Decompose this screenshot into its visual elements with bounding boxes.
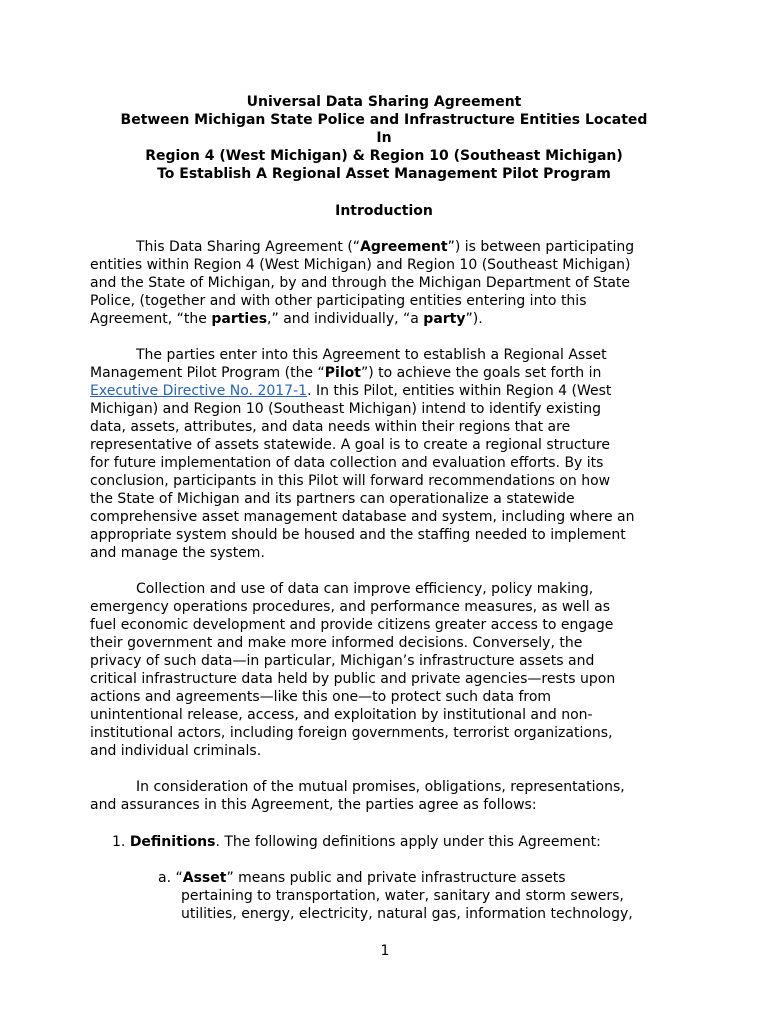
paragraph-line: utilities, energy, electricity, natural gas, information technology, xyxy=(181,906,633,922)
paragraph-line: conclusion, participants in this Pilot will forward recommendations on how xyxy=(90,473,611,489)
section-definitions xyxy=(112,833,601,851)
text-run: This Data Sharing Agreement (“ xyxy=(136,239,361,255)
text-run: Agreement, “the xyxy=(90,311,212,327)
paragraph-line xyxy=(90,364,690,382)
paragraph-line: privacy of such data—in particular, Michigan’s infrastructure assets and xyxy=(90,653,595,669)
paragraph-line: comprehensive asset management database and system, including where an xyxy=(90,509,635,525)
page-number: 1 xyxy=(380,943,390,959)
paragraph-data-privacy xyxy=(90,580,690,760)
paragraph-line xyxy=(158,869,633,887)
paragraph-line: and manage the system. xyxy=(90,545,265,561)
defined-term-agreement: Agreement xyxy=(360,239,448,255)
paragraph-line: institutional actors, including foreign governments, terrorist organizations, xyxy=(90,725,613,741)
paragraph-line: and the State of Michigan, by and through the Michigan Department of State xyxy=(90,275,631,291)
paragraph-line: Collection and use of data can improve efficiency, policy making, xyxy=(136,581,594,597)
paragraph-line: pertaining to transportation, water, sanitary and storm sewers, xyxy=(181,888,624,904)
paragraph-line: and assurances in this Agreement, the parties agree as follows: xyxy=(90,797,537,813)
paragraph-line: representative of assets statewide. A goal is to create a regional structure xyxy=(90,437,610,453)
defined-term-parties: parties xyxy=(211,311,268,327)
title-line-4: Region 4 (West Michigan) & Region 10 (Southeast Michigan) xyxy=(145,148,623,164)
text-run: ”). xyxy=(465,311,483,327)
paragraph-line xyxy=(90,382,690,400)
paragraph-line: emergency operations procedures, and performance measures, as well as xyxy=(90,599,611,615)
paragraph-line: Police, (together and with other participating entities entering into this xyxy=(90,293,587,309)
title-line-1: Universal Data Sharing Agreement xyxy=(246,94,522,110)
paragraph-line: their government and make more informed decisions. Conversely, the xyxy=(90,635,583,651)
defined-term-party: party xyxy=(423,311,466,327)
paragraph-line: entities within Region 4 (West Michigan) and Region 10 (Southeast Michigan) xyxy=(90,257,631,273)
document-title xyxy=(80,93,688,183)
section-number: 1. xyxy=(112,834,126,850)
text-run: . In this Pilot, entities within Region 4 (West xyxy=(307,383,612,399)
text-run: ,” and individually, “a xyxy=(267,311,424,327)
defined-term-pilot: Pilot xyxy=(324,365,361,381)
paragraph-pilot xyxy=(90,346,690,562)
paragraph-line: fuel economic development and provide citizens greater access to engage xyxy=(90,617,614,633)
defined-term-asset: Asset xyxy=(182,870,227,886)
paragraph-consideration xyxy=(90,778,690,814)
title-line-2: Between Michigan State Police and Infrastructure Entities Located xyxy=(120,112,648,128)
item-letter: a. xyxy=(158,870,172,886)
paragraph-line xyxy=(90,310,690,328)
introduction-heading: Introduction xyxy=(335,203,433,219)
paragraph-line: actions and agreements—like this one—to protect such data from xyxy=(90,689,552,705)
paragraph-line xyxy=(90,238,690,256)
text-run: “ xyxy=(175,870,183,886)
paragraph-line: critical infrastructure data held by public and private agencies—rests upon xyxy=(90,671,616,687)
section-heading-definitions: Definitions xyxy=(129,834,216,850)
text-run: Management Pilot Program (the “ xyxy=(90,365,325,381)
text-run: ” means public and private infrastructure assets xyxy=(226,870,566,886)
paragraph-line: Michigan) and Region 10 (Southeast Michigan) intend to identify existing xyxy=(90,401,601,417)
paragraph-line: for future implementation of data collection and evaluation efforts. By its xyxy=(90,455,604,471)
paragraph-line: The parties enter into this Agreement to establish a Regional Asset xyxy=(136,347,607,363)
text-run: . The following definitions apply under this Agreement: xyxy=(215,834,601,850)
definition-asset xyxy=(158,869,633,923)
executive-directive-link[interactable]: Executive Directive No. 2017-1 xyxy=(90,383,308,399)
paragraph-line: appropriate system should be housed and the staffing needed to implement xyxy=(90,527,626,543)
title-line-3: In xyxy=(376,130,392,146)
paragraph-intro xyxy=(90,238,690,328)
paragraph-line: and individual criminals. xyxy=(90,743,262,759)
paragraph-line: the State of Michigan and its partners can operationalize a statewide xyxy=(90,491,575,507)
text-run: ”) is between participating xyxy=(447,239,635,255)
title-line-5: To Establish A Regional Asset Management Pilot Program xyxy=(157,166,611,182)
paragraph-line: In consideration of the mutual promises, obligations, representations, xyxy=(136,779,625,795)
paragraph-line: data, assets, attributes, and data needs within their regions that are xyxy=(90,419,571,435)
paragraph-line: unintentional release, access, and exploitation by institutional and non- xyxy=(90,707,593,723)
text-run: ”) to achieve the goals set forth in xyxy=(360,365,602,381)
